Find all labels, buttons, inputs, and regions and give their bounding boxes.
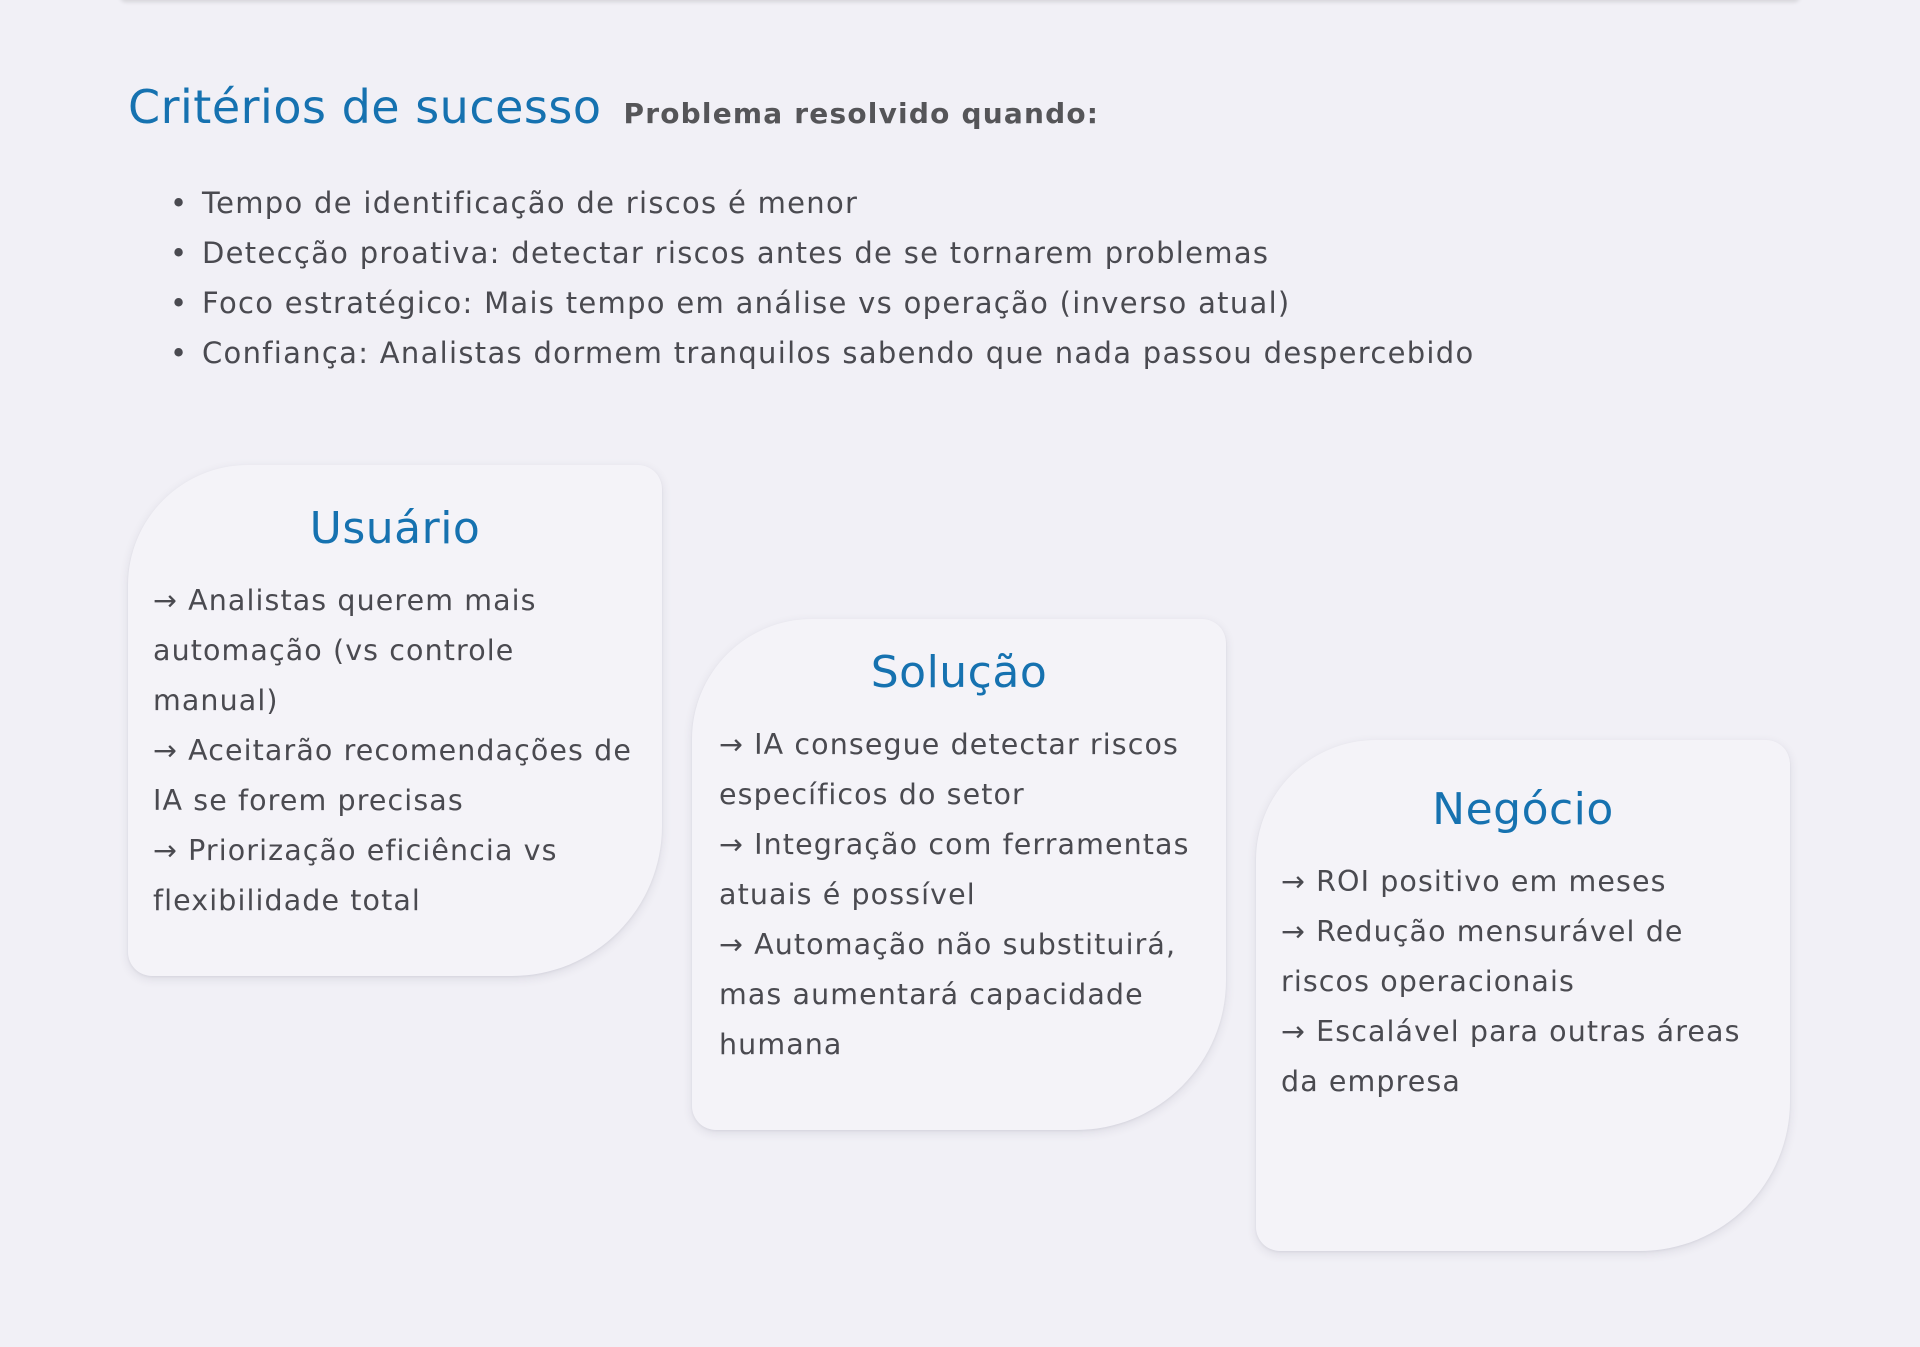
card-title: Solução [870,647,1048,698]
criterion-text: Foco estratégico: Mais tempo em análise vs operação (inverso atual) [202,286,1291,320]
card-line: → ROI positivo em meses [1281,865,1667,898]
card-body [128,554,662,926]
card-title: Usuário [309,503,481,554]
section-subtitle: Problema resolvido quando: [623,97,1100,130]
card-usuario [128,465,662,976]
card-line: → Aceitarão recomendações de IA se forem precisas [153,734,632,817]
success-criteria-list [170,178,1475,378]
card-line: → Priorização eficiência vs flexibilidade total [153,834,558,917]
card-solucao [692,619,1226,1130]
criterion-text: Tempo de identificação de riscos é menor [202,186,859,220]
bullet-icon: • [170,186,189,220]
card-line: → Integração com ferramentas atuais é possível [719,828,1190,911]
list-item [170,328,1475,378]
list-item [170,278,1475,328]
list-item [170,228,1475,278]
bullet-icon: • [170,286,189,320]
criterion-text: Confiança: Analistas dormem tranquilos sabendo que nada passou despercebido [202,336,1475,370]
card-line: → IA consegue detectar riscos específicos do setor [719,728,1179,811]
bullet-icon: • [170,236,189,270]
card-title: Negócio [1432,784,1614,835]
card-negocio [1256,740,1790,1251]
card-line: → Escalável para outras áreas da empresa [1281,1015,1741,1098]
section-header [128,80,1099,134]
section-title: Critérios de sucesso [128,80,602,134]
list-item [170,178,1475,228]
card-body [1256,835,1790,1107]
card-line: → Automação não substituirá, mas aumentará capacidade humana [719,928,1177,1061]
card-body [692,698,1226,1070]
card-line: → Redução mensurável de riscos operacionais [1281,915,1684,998]
criterion-text: Detecção proativa: detectar riscos antes de se tornarem problemas [202,236,1270,270]
card-line: → Analistas querem mais automação (vs controle manual) [153,584,537,717]
bullet-icon: • [170,336,189,370]
